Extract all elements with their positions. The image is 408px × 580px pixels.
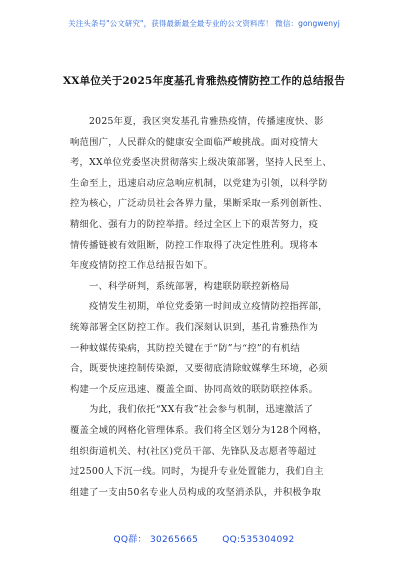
document-title: XX单位关于2025年度基孔肯雅热疫情防控工作的总结报告 — [62, 75, 346, 87]
qq-group-text: QQ群： 30265665 — [113, 535, 199, 545]
paragraph-line: 精细化、强有力的防控举措。经过全区上下的艰苦努力，疫 — [70, 218, 319, 230]
paragraph-line: 控为核心，广泛动员社会各界力量，果断采取一系列创新性、 — [70, 198, 328, 210]
qq-number-text: QQ:535304092 — [222, 535, 295, 545]
paragraph-line: 响范围广，人民群众的健康安全面临严峻挑战。面对疫情大 — [70, 136, 319, 148]
paragraph-line: 统筹部署全区防控工作。我们深刻认识到，基孔肯雅热作为 — [70, 321, 319, 333]
document-body — [70, 112, 348, 503]
contact-footer — [0, 532, 408, 545]
promo-banner: 关注头条号"公文研究"，获得最新最全最专业的公文资料库！ 微信：gongwenyj — [68, 19, 340, 28]
paragraph-line: 覆盖全域的网格化管理体系。我们将全区划分为128个网格， — [70, 424, 328, 436]
section-heading: 一、科学研判，系统部署，构建联防联控新格局 — [89, 280, 290, 292]
paragraph-line: 合，既要快速控制传染源，又要彻底清除蚊媒孳生环境，必须 — [70, 363, 328, 375]
paragraph-line: 生命至上，迅速启动应急响应机制，以党建为引领，以科学防 — [70, 177, 328, 189]
paragraph-line: 过2500人下沉一线。同时，为提升专业处置能力，我们自主 — [70, 466, 324, 478]
paragraph-line: 组建了一支由50名专业人员构成的攻坚消杀队，并积极争取 — [70, 486, 322, 498]
paragraph-line: 为此，我们依托“XX有我”社会参与机制，迅速激活了 — [89, 404, 314, 416]
paragraph-line: 考，XX单位党委坚决贯彻落实上级决策部署，坚持人民至上、 — [70, 157, 332, 169]
paragraph-line: 构建一个反应迅速、覆盖全面、协同高效的联防联控体系。 — [70, 383, 319, 395]
paragraph-line: 情传播链被有效阻断，防控工作取得了决定性胜利。现将本 — [70, 239, 319, 251]
paragraph-line: 2025年夏，我区突发基孔肯雅热疫情，传播速度快、影 — [89, 116, 324, 127]
paragraph-line: 年度疫情防控工作总结报告如下。 — [70, 260, 214, 272]
paragraph-line: 组织街道机关、村(社区)党员干部、先锋队及志愿者等超过 — [70, 445, 317, 457]
paragraph-line: 疫情发生初期，单位党委第一时间成立疫情防控指挥部， — [89, 301, 328, 313]
paragraph-line: 一种蚊媒传染病，其防控关键在于“防”与“控”的有机结 — [70, 342, 301, 354]
